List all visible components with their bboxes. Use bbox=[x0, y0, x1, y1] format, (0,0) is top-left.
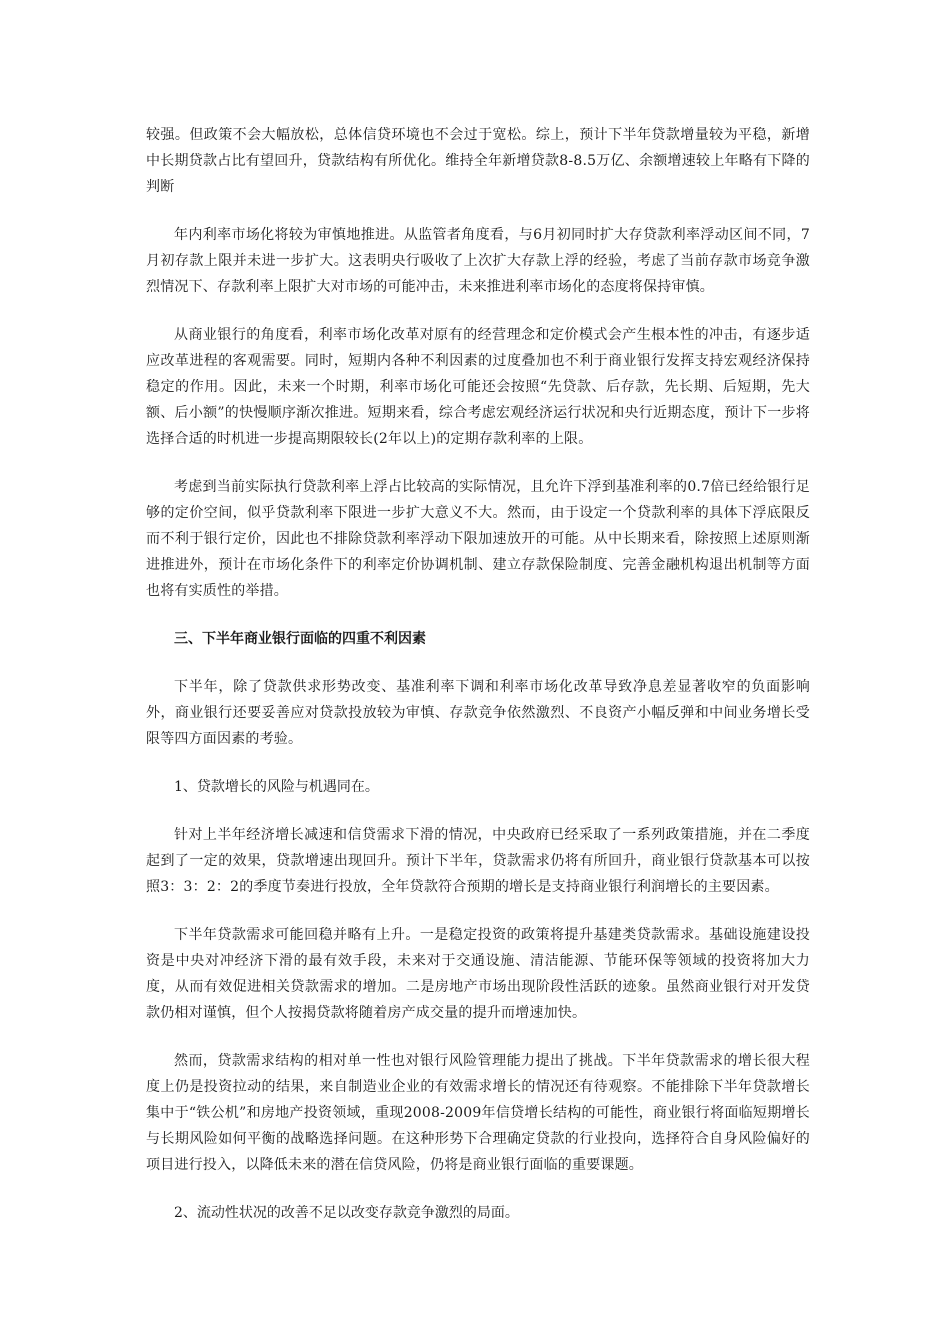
subheading-loan-growth: 1、贷款增长的风险与机遇同在。 bbox=[174, 779, 379, 795]
paragraph-second-half-challenges: 下半年，除了贷款供求形势改变、基准利率下调和利率市场化改革导致净息差显著收窄的负面影响外，商业银行还要妥善应对贷款投放较为审慎、存款竞争依然激烈、不良资产小幅反弹和中间业务增长受限等四方面因素的考验。 bbox=[146, 679, 810, 747]
paragraph-bank-perspective: 从商业银行的角度看，利率市场化改革对原有的经营理念和定价模式会产生根本性的冲击，有逐步适应改革进程的客观需要。同时，短期内各种不利因素的过度叠加也不利于商业银行发挥支持宏观经济保持稳定的作用。因此，未来一个时期，利率市场化可能还会按照“先贷款、后存款，先长期、后短期，先大额、后小额”的快慢顺序渐次推进。短期来看，综合考虑宏观经济运行状况和央行近期态度，预计下一步将选择合适的时机进一步提高期限较长(2年以上)的定期存款利率的上限。 bbox=[146, 327, 810, 447]
subheading-liquidity-deposit-competition: 2、流动性状况的改善不足以改变存款竞争激烈的局面。 bbox=[174, 1205, 519, 1221]
paragraph-rate-liberalization-pace: 年内利率市场化将较为审慎地推进。从监管者角度看，与6月初同时扩大存贷款利率浮动区间不同，7月初存款上限并未进一步扩大。这表明央行吸收了上次扩大存款上浮的经验，考虑了当前存款市场竞争激烈情况下、存款利率上限扩大对市场的可能冲击，未来推进利率市场化的态度将保持审慎。 bbox=[146, 227, 810, 295]
document-body bbox=[146, 122, 810, 1248]
paragraph-policy-measures: 针对上半年经济增长减速和信贷需求下滑的情况，中央政府已经采取了一系列政策措施，并在二季度起到了一定的效果，贷款增速出现回升。预计下半年，贷款需求仍将有所回升，商业银行贷款基本可以按照3：3：2：2的季度节奏进行投放，全年贷款符合预期的增长是支持商业银行利润增长的主要因素。 bbox=[146, 827, 810, 895]
paragraph-lending-rate-floor: 考虑到当前实际执行贷款利率上浮占比较高的实际情况，且允许下浮到基准利率的0.7倍已经给银行足够的定价空间，似乎贷款利率下限进一步扩大意义不大。然而，由于设定一个贷款利率的具体下浮底限反而不利于银行定价，因此也不排除贷款利率浮动下限加速放开的可能。从中长期来看，除按照上述原则渐进推进外，预计在市场化条件下的利率定价协调机制、建立存款保险制度、完善金融机构退出机制等方面也将有实质性的举措。 bbox=[146, 479, 810, 599]
paragraph-loan-demand-recovery: 下半年贷款需求可能回稳并略有上升。一是稳定投资的政策将提升基建类贷款需求。基础设施建设投资是中央对冲经济下滑的最有效手段，未来对于交通设施、清洁能源、节能环保等领域的投资将加大力度，从而有效促进相关贷款需求的增加。二是房地产市场出现阶段性活跃的迹象。虽然商业银行对开发贷款仍相对谨慎，但个人按揭贷款将随着房产成交量的提升而增速加快。 bbox=[146, 927, 810, 1021]
section-heading-four-adverse-factors: 三、下半年商业银行面临的四重不利因素 bbox=[174, 631, 426, 647]
paragraph-demand-structure-risk: 然而，贷款需求结构的相对单一性也对银行风险管理能力提出了挑战。下半年贷款需求的增长很大程度上仍是投资拉动的结果，来自制造业企业的有效需求增长的情况还有待观察。不能排除下半年贷款增长集中于“铁公机”和房地产投资领域，重现2008-2009年信贷增长结构的可能性，商业银行将面临短期增长与长期风险如何平衡的战略选择问题。在这种形势下合理确定贷款的行业投向，选择符合自身风险偏好的项目进行投入，以降低未来的潜在信贷风险，仍将是商业银行面临的重要课题。 bbox=[146, 1053, 810, 1173]
paragraph-loan-outlook-continued: 较强。但政策不会大幅放松，总体信贷环境也不会过于宽松。综上，预计下半年贷款增量较为平稳，新增中长期贷款占比有望回升，贷款结构有所优化。维持全年新增贷款8-8.5万亿、余额增速较上年略有下降的判断 bbox=[146, 127, 810, 195]
